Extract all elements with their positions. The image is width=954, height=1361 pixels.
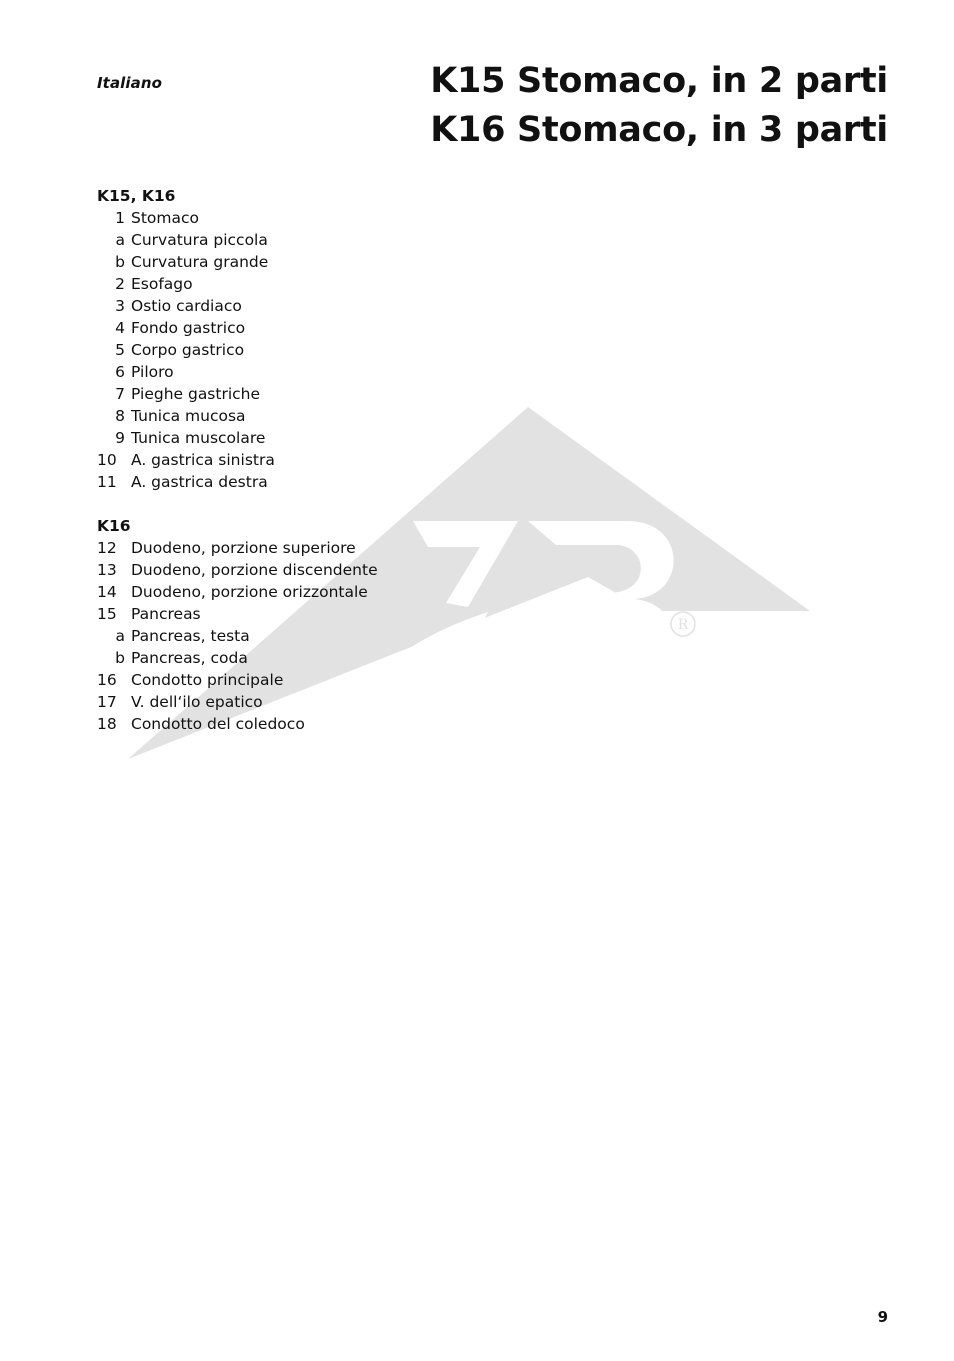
list-item <box>97 251 378 273</box>
language-label: Italiano <box>97 74 163 92</box>
list-item <box>97 471 378 493</box>
list-item <box>97 581 378 603</box>
item-number: 6 <box>115 363 125 381</box>
item-label: Pancreas, coda <box>131 649 248 667</box>
list-item <box>97 691 378 713</box>
list-item <box>97 559 378 581</box>
section-title: K15, K16 <box>97 187 176 205</box>
item-label: Curvatura grande <box>131 253 269 271</box>
item-label: Pieghe gastriche <box>131 385 261 403</box>
list-item <box>97 207 378 229</box>
item-number: a <box>115 231 125 249</box>
item-number: a <box>115 627 125 645</box>
item-number: b <box>115 253 125 271</box>
item-label: Duodeno, porzione discendente <box>131 561 378 579</box>
item-number: 4 <box>115 319 125 337</box>
item-label: Pancreas <box>131 605 201 623</box>
list-item <box>97 625 378 647</box>
list-item <box>97 713 378 735</box>
item-number: 13 <box>97 561 117 579</box>
list-item <box>97 273 378 295</box>
item-number: 8 <box>115 407 125 425</box>
item-label: A. gastrica sinistra <box>131 451 275 469</box>
item-number: 1 <box>115 209 125 227</box>
list-item <box>97 295 378 317</box>
item-label: Pancreas, testa <box>131 627 250 645</box>
item-number: 2 <box>115 275 125 293</box>
item-number: 17 <box>97 693 117 711</box>
item-label: Tunica mucosa <box>131 407 246 425</box>
registered-mark-letter: R <box>677 617 689 633</box>
item-number: 11 <box>97 473 117 491</box>
list-item <box>97 427 378 449</box>
item-label: Duodeno, porzione orizzontale <box>131 583 368 601</box>
item-number: 9 <box>115 429 125 447</box>
title-line-k15: K15 Stomaco, in 2 parti <box>430 61 888 101</box>
page-number: 9 <box>877 1308 888 1326</box>
item-label: Ostio cardiaco <box>131 297 242 315</box>
list-item <box>97 537 378 559</box>
list-item <box>97 339 378 361</box>
item-label: Tunica muscolare <box>131 429 266 447</box>
item-number: 18 <box>97 715 117 733</box>
item-number: 5 <box>115 341 125 359</box>
item-number: 7 <box>115 385 125 403</box>
item-number: 12 <box>97 539 117 557</box>
section-k15-k16 <box>97 185 378 493</box>
list-item <box>97 405 378 427</box>
item-label: Corpo gastrico <box>131 341 245 359</box>
list-item <box>97 361 378 383</box>
item-number: b <box>115 649 125 667</box>
title-line-k16: K16 Stomaco, in 3 parti <box>430 110 888 150</box>
list-item <box>97 603 378 625</box>
page-title <box>430 57 888 155</box>
item-number: 15 <box>97 605 117 623</box>
item-label: Esofago <box>131 275 193 293</box>
item-number: 3 <box>115 297 125 315</box>
section-title: K16 <box>97 517 131 535</box>
section-k16 <box>97 515 378 735</box>
list-item <box>97 449 378 471</box>
list-item <box>97 647 378 669</box>
item-number: 16 <box>97 671 117 689</box>
section-spacer <box>97 493 378 515</box>
list-item <box>97 383 378 405</box>
list-item <box>97 317 378 339</box>
item-number: 10 <box>97 451 117 469</box>
item-label: Piloro <box>131 363 174 381</box>
item-label: Stomaco <box>131 209 200 227</box>
list-item <box>97 229 378 251</box>
item-number: 14 <box>97 583 117 601</box>
parts-legend <box>97 185 378 735</box>
item-label: A. gastrica destra <box>131 473 268 491</box>
item-label: Curvatura piccola <box>131 231 268 249</box>
item-label: Fondo gastrico <box>131 319 246 337</box>
list-item <box>97 669 378 691</box>
item-label: Duodeno, porzione superiore <box>131 539 356 557</box>
item-label: V. dell‘ilo epatico <box>131 693 263 711</box>
item-label: Condotto principale <box>131 671 284 689</box>
item-label: Condotto del coledoco <box>131 715 305 733</box>
